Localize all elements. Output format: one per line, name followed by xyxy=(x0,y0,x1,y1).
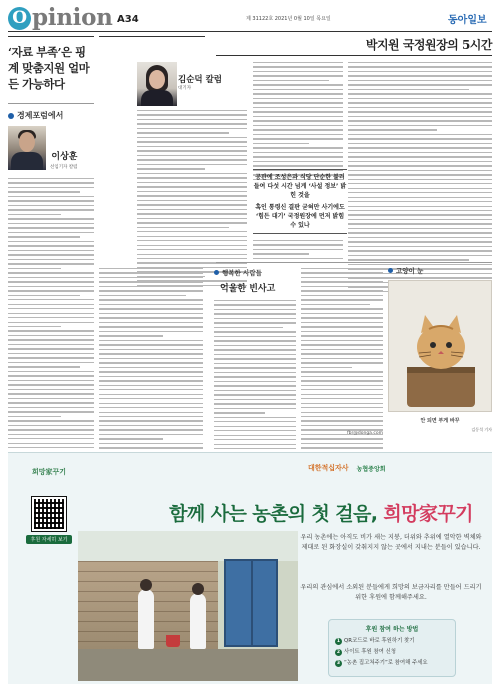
page-number: A34 xyxy=(117,14,139,25)
cartoon-image xyxy=(388,280,492,412)
main-column-title: 박지원 국정원장의 5시간 xyxy=(365,38,492,52)
column-rule xyxy=(8,36,94,37)
main-body-col-2b xyxy=(253,240,343,262)
center-left-body-bottom xyxy=(99,268,203,470)
header-rule xyxy=(8,31,492,32)
column-kicker: 행복한 사람들 xyxy=(214,268,262,277)
advertisement[interactable] xyxy=(8,452,492,684)
how-to-step-1: 1 QR코드로 바로 후원하기 찾기 xyxy=(336,638,415,644)
main-body-col-2 xyxy=(253,62,343,183)
author-email: fbr@donga.com xyxy=(347,431,383,436)
masthead xyxy=(0,0,500,32)
columnist-role: 대기자 xyxy=(178,86,192,91)
qr-code[interactable] xyxy=(32,497,66,531)
qr-label[interactable]: 후원 자세히 보기 xyxy=(26,535,72,544)
ad-description: 우리 농촌에는 아직도 비가 새는 지붕, 더위와 추위에 열악한 벽체와 제대로 된 화장실이 갖춰지지 않는 곳에서 지내는 분들이 있습니다. xyxy=(300,534,482,551)
cartoon-kicker: 고양이 눈 xyxy=(388,266,492,275)
cartoon-caption: 안 되면 부게 바꾸 xyxy=(420,418,460,424)
sponsor-logo-2: 농협중앙회 xyxy=(356,465,386,473)
newspaper-name: 동아일보 xyxy=(448,15,487,26)
left-column-headline: ‘자료 부족’은 핑계 맞춤지원 얼마든 가능하다 xyxy=(8,45,90,91)
sponsor-logo-1: 대한적십자사 xyxy=(308,464,349,472)
author-block xyxy=(8,126,94,170)
ad-photo xyxy=(78,531,298,681)
ad-headline: 함께 사는 농촌의 첫 걸음, 희망家꾸기 xyxy=(169,503,473,525)
title-rule xyxy=(216,55,492,56)
divider xyxy=(8,103,94,104)
pull-quote-line-1: 공관에 조성은과 식당 단순한 불러들여 다섯 시간 넘게 ‘사설 정보’ 밝힌 것을 xyxy=(253,174,347,199)
how-to-step-3: 3 “농촌 집고쳐주기”로 참여해 주세요 xyxy=(336,660,428,666)
columnist-name: 김순덕 칼럼 xyxy=(178,75,223,85)
edition-info: 제 31122호 2021년 0월 10일 목요일 xyxy=(246,16,331,22)
bottom-body-col-1 xyxy=(214,300,296,470)
quote-rule xyxy=(253,169,347,170)
author-role: 선임기자 칼럼 xyxy=(50,165,78,170)
pull-quote-line-2: 혹인 통령신 결판 굳혀만 사기에도 ‘힘든 대기’ 국정원장에 먼저 밝힘 수 있나 xyxy=(255,204,345,229)
ad-campaign-name: 희망家꾸기 xyxy=(32,468,67,476)
ad-sponsor-logos xyxy=(308,463,386,473)
pull-quote xyxy=(253,166,347,237)
main-body-col-3 xyxy=(348,62,492,295)
cartoon-section xyxy=(388,266,492,468)
author-photo xyxy=(8,126,46,170)
section-divider xyxy=(216,262,492,263)
ad-call-to-action: 우리의 관심에서 소외된 분들에게 희망의 보금자리를 만들어 드리기 위한 후원에 함께해주세요. xyxy=(300,584,482,601)
cartoon-credit: 김동석 기자 xyxy=(471,427,492,432)
how-to-title: 후원 참여 하는 방법 xyxy=(365,626,419,633)
ad-how-to-box xyxy=(328,619,456,677)
column-title: 억울한 빈사고 xyxy=(220,284,276,294)
how-to-step-2: 2 사이트 후원 참여 신청 xyxy=(336,649,397,655)
column-rule xyxy=(99,36,205,37)
author-name: 이상훈 xyxy=(51,152,78,162)
cat-illustration xyxy=(389,281,492,412)
columnist-photo xyxy=(137,62,177,106)
opinion-section-logo: O pinion xyxy=(8,4,113,31)
quote-rule xyxy=(253,233,347,234)
column-kicker: 경제포럼에서 xyxy=(8,110,94,121)
